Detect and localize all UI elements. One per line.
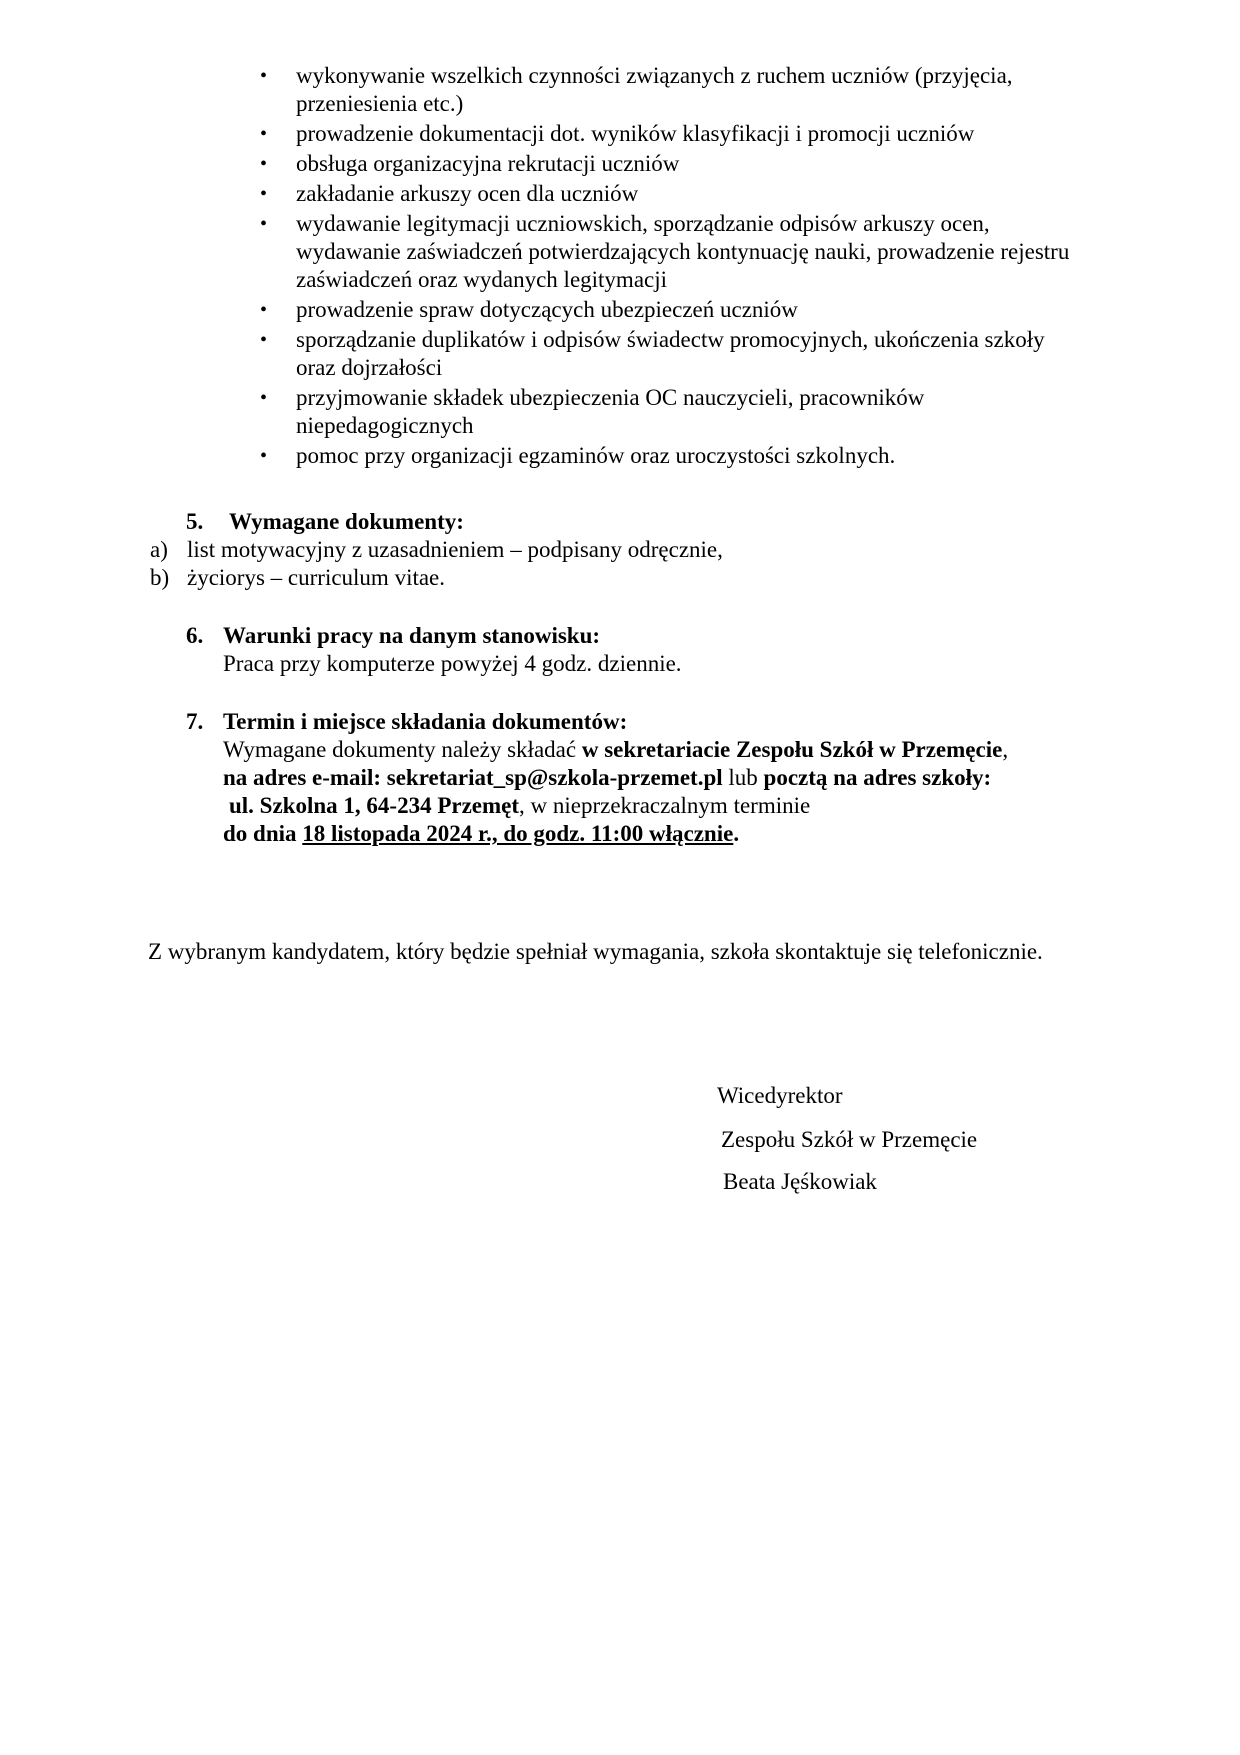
submission-line: na adres e-mail: sekretariat_sp@szkola-przemet.pl lub pocztą na adres szkoły: (223, 765, 992, 790)
section-number: 7. (186, 709, 204, 734)
bullet-icon: • (260, 299, 268, 321)
postal-address: ul. Szkolna 1, 64-234 Przemęt (229, 793, 520, 818)
bullet-icon: • (260, 445, 268, 467)
bullet-icon: • (260, 329, 268, 351)
document-item: b) życiorys – curriculum vitae. (114, 564, 1110, 592)
bullet-icon: • (260, 65, 268, 87)
duty-item: • prowadzenie spraw dotyczących ubezpieczeń uczniów (260, 297, 798, 322)
section-deadline-place (150, 708, 1110, 848)
signature-role: Wicedyrektor (717, 1083, 843, 1108)
bullet-icon: • (260, 123, 268, 145)
section-heading (150, 708, 1110, 736)
signature-institution: Zespołu Szkół w Przemęcie (721, 1127, 978, 1152)
bullet-icon: • (260, 213, 268, 235)
duty-item: • obsługa organizacyjna rekrutacji uczniów (260, 151, 680, 176)
item-label: a) (150, 537, 168, 562)
item-label: b) (150, 565, 170, 590)
submission-line: ul. Szkolna 1, 64-234 Przemęt, w nieprzekraczalnym terminie (229, 793, 811, 818)
duty-item: • zakładanie arkuszy ocen dla uczniów (260, 181, 639, 206)
section-heading (150, 508, 1110, 536)
section-text: Praca przy komputerze powyżej 4 godz. dziennie. (223, 651, 682, 676)
section-heading (150, 622, 1110, 650)
deadline-date: 18 listopada 2024 r., do godz. 11:00 włącznie (302, 821, 734, 846)
section-title: Wymagane dokumenty: (229, 509, 464, 534)
duty-item: • wykonywanie wszelkich czynności związanych z ruchem uczniów (przyjęcia, przeniesienia etc.) (260, 63, 1013, 116)
duty-item: • prowadzenie dokumentacji dot. wyników klasyfikacji i promocji uczniów (260, 121, 975, 146)
signature-name: Beata Jęśkowiak (723, 1169, 877, 1194)
bullet-icon: • (260, 387, 268, 409)
duties-list (260, 62, 1096, 472)
section-number: 6. (186, 623, 204, 648)
closing-statement: Z wybranym kandydatem, który będzie spełniał wymagania, szkoła skontaktuje się telefonicznie. (148, 939, 1043, 964)
deadline-line: do dnia 18 listopada 2024 r., do godz. 11:00 włącznie. (223, 821, 740, 846)
email-address: na adres e-mail: sekretariat_sp@szkola-przemet.pl (223, 765, 723, 790)
duty-item: • sporządzanie duplikatów i odpisów świadectw promocyjnych, ukończenia szkoły oraz dojrzałości (260, 327, 1045, 380)
duty-item: • wydawanie legitymacji uczniowskich, sporządzanie odpisów arkuszy ocen, wydawanie zaświadczeń potwierdzających kontynuację nauki, prowadzenie rejestru zaświadczeń oraz wydanych legitymacji (260, 211, 1070, 292)
bullet-icon: • (260, 153, 268, 175)
section-required-documents (150, 508, 1110, 592)
duty-item: • przyjmowanie składek ubezpieczenia OC nauczycieli, pracowników niepedagogicznych (260, 385, 925, 438)
section-title: Warunki pracy na danym stanowisku: (223, 623, 601, 648)
document-item: a) list motywacyjny z uzasadnieniem – podpisany odręcznie, (114, 536, 1110, 564)
duty-item: • pomoc przy organizacji egzaminów oraz uroczystości szkolnych. (260, 443, 896, 468)
submission-line: Wymagane dokumenty należy składać w sekretariacie Zespołu Szkół w Przemęcie, (223, 737, 1009, 762)
bullet-icon: • (260, 183, 268, 205)
section-number: 5. (186, 509, 204, 534)
section-title: Termin i miejsce składania dokumentów: (223, 709, 628, 734)
section-work-conditions (150, 622, 1110, 678)
